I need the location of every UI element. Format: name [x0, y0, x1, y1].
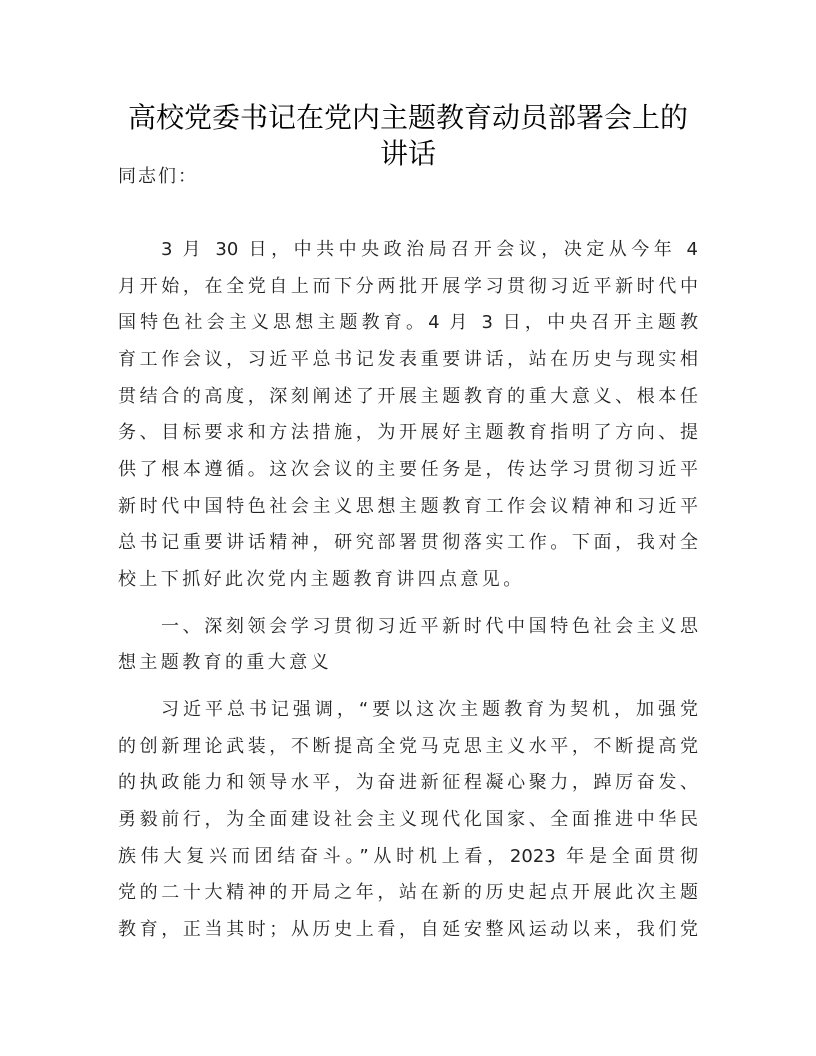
salutation: 同志们：: [118, 166, 198, 187]
paragraph-line: 贯结合的高度，深刻阐述了开展主题教育的重大意义、根本任: [118, 386, 698, 407]
paragraph-line: 校上下抓好此次党内主题教育讲四点意见。: [118, 569, 525, 590]
paragraph-line: 育工作会议，习近平总书记发表重要讲话，站在历史与现实相: [118, 349, 698, 370]
paragraph-line: 习近平总书记强调，“要以这次主题教育为契机，加强党: [161, 699, 698, 720]
section-heading-line: 想主题教育的重大意义: [118, 652, 332, 673]
paragraph-line: 族伟大复兴而团结奋斗。”从时机上看，2023 年是全面贯彻: [118, 846, 698, 867]
paragraph-line: 国特色社会主义思想主题教育。4 月 3 日，中央召开主题教: [118, 312, 698, 333]
paragraph-line: 总书记重要讲话精神，研究部署贯彻落实工作。下面，我对全: [118, 532, 698, 553]
paragraph-line: 务、目标要求和方法措施，为开展好主题教育指明了方向、提: [118, 422, 698, 443]
paragraph-line: 勇毅前行，为全面建设社会主义现代化国家、全面推进中华民: [118, 809, 698, 830]
document-title-line-2: 讲话: [379, 137, 436, 170]
paragraph-line: 党的二十大精神的开局之年，站在新的历史起点开展此次主题: [118, 882, 698, 903]
document-title-line-1: 高校党委书记在党内主题教育动员部署会上的: [127, 101, 688, 134]
paragraph-line: 的执政能力和领导水平，为奋进新征程凝心聚力，踔厉奋发、: [118, 772, 698, 793]
paragraph-line: 月开始，在全党自上而下分两批开展学习贯彻习近平新时代中: [118, 276, 698, 297]
paragraph-line: 教育，正当其时；从历史上看，自延安整风运动以来，我们党: [118, 919, 698, 940]
paragraph-line: 的创新理论武装，不断提高全党马克思主义水平，不断提高党: [118, 736, 698, 757]
paragraph-line: 供了根本遵循。这次会议的主要任务是，传达学习贯彻习近平: [118, 459, 698, 480]
paragraph-line: 新时代中国特色社会主义思想主题教育工作会议精神和习近平: [118, 496, 698, 517]
paragraph-line: 3 月 30 日，中共中央政治局召开会议，决定从今年 4: [161, 239, 698, 260]
section-heading-line: 一、深刻领会学习贯彻习近平新时代中国特色社会主义思: [161, 616, 698, 637]
